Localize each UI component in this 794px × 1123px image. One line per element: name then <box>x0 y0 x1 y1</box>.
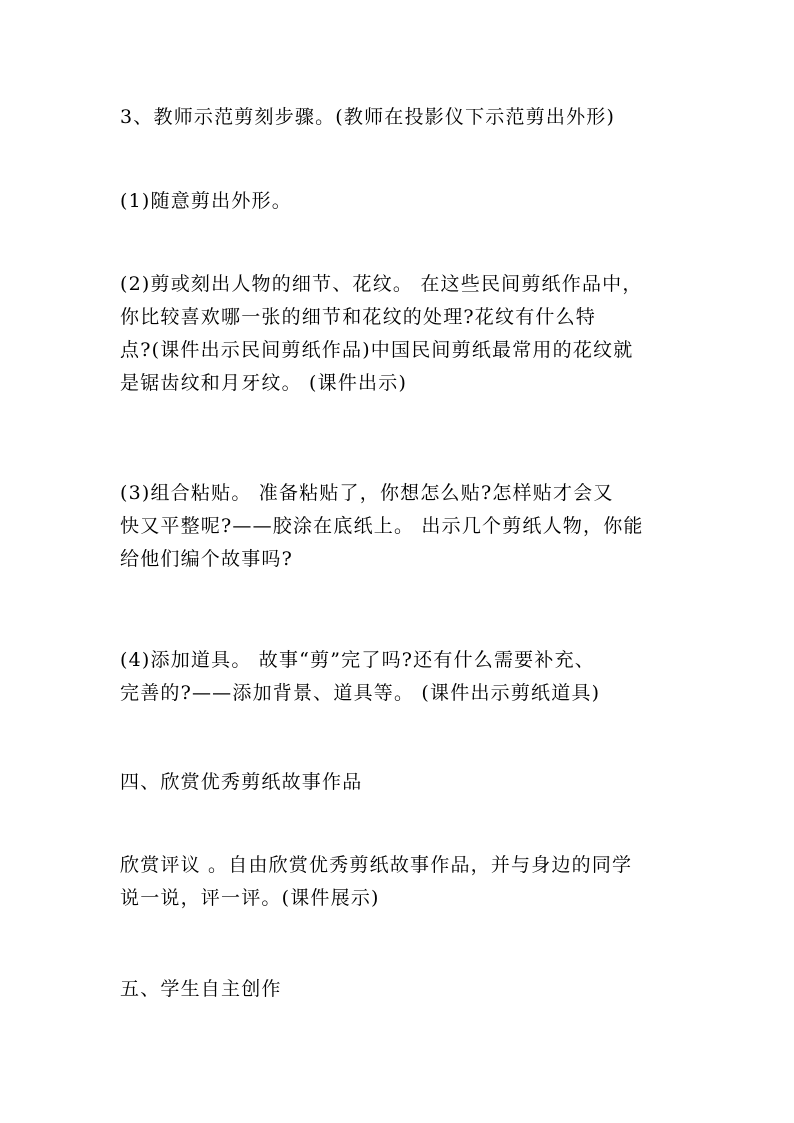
paragraph-appreciation <box>120 849 680 915</box>
paragraph-step-3-demo <box>120 101 680 134</box>
text-line: (4)添加道具。 故事“剪”完了吗?还有什么需要补充、 <box>120 649 595 671</box>
paragraph-substep-4 <box>120 644 680 710</box>
text-line: 完善的?——添加背景、道具等。 (课件出示剪纸道具) <box>120 682 601 704</box>
text-line: 给他们编个故事吗? <box>120 548 293 570</box>
text-line: 3、教师示范剪刻步骤。(教师在投影仪下示范剪出外形) <box>120 106 616 128</box>
text-line: 五、学生自主创作 <box>120 978 282 1000</box>
text-line: (3)组合粘贴。 准备粘贴了，你想怎么贴?怎样贴才会又 <box>120 482 614 504</box>
paragraph-substep-1 <box>120 185 680 218</box>
text-line: 是锯齿纹和月牙纹。 (课件出示) <box>120 372 408 394</box>
paragraph-substep-3 <box>120 477 680 576</box>
text-line: 点?(课件出示民间剪纸作品)中国民间剪纸最常用的花纹就 <box>120 339 634 361</box>
text-line: 欣赏评议 。自由欣赏优秀剪纸故事作品，并与身边的同学 <box>120 854 633 876</box>
section-heading-4 <box>120 766 680 799</box>
text-line: (1)随意剪出外形。 <box>120 190 292 212</box>
section-heading-5 <box>120 973 680 1006</box>
text-line: 你比较喜欢哪一张的细节和花纹的处理?花纹有什么特 <box>120 306 596 328</box>
paragraph-substep-2 <box>120 268 680 400</box>
text-line: 说一说，评一评。(课件展示) <box>120 887 380 909</box>
text-line: 四、欣赏优秀剪纸故事作品 <box>120 771 363 793</box>
text-line: 快又平整呢?——胶涂在底纸上。 出示几个剪纸人物，你能 <box>120 515 644 537</box>
text-line: (2)剪或刻出人物的细节、花纹。 在这些民间剪纸作品中， <box>120 273 643 295</box>
